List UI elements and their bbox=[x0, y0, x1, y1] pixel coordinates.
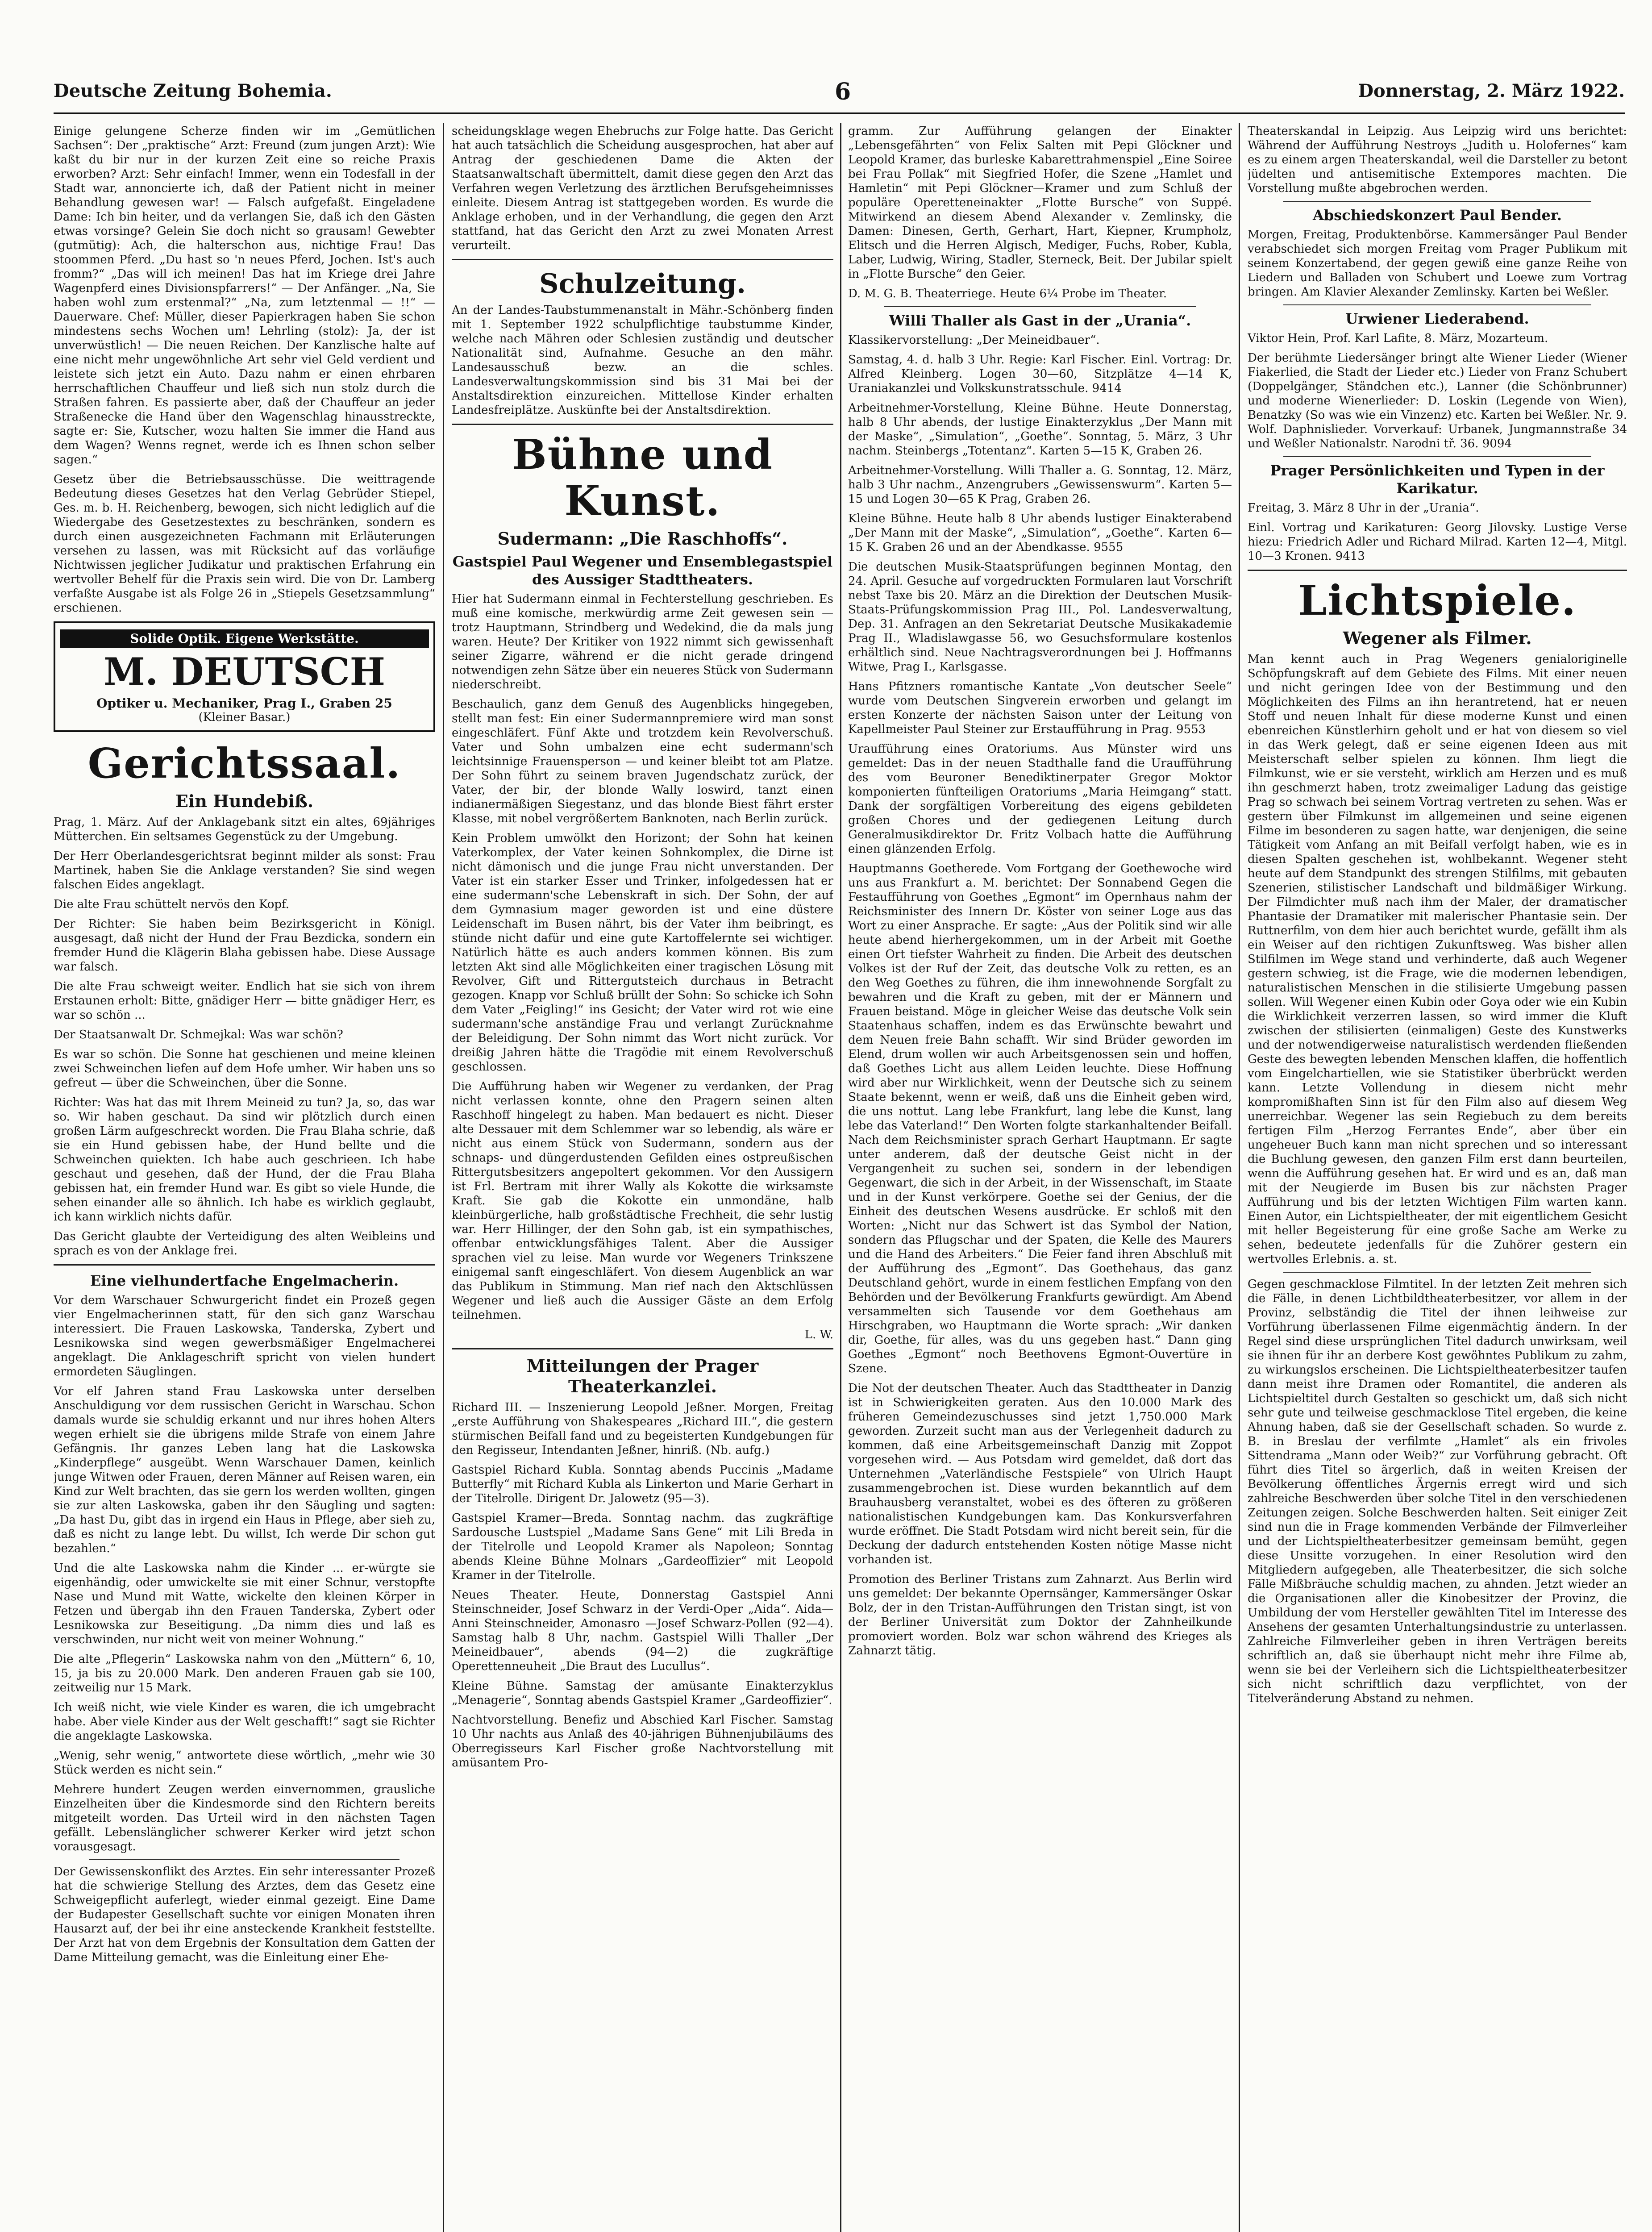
paragraph: An der Landes-Taubstummenanstalt in Mähr.-Schönberg finden mit 1. September 1922 schulpflichtige taubstumme Kinder, welche nach Mähren oder Schlesien zuständig und deutscher Nationalität sind, Aufnahme. Gesuche an den mähr. Landesausschuß bezw. an die schles. Landesverwaltungskommission sind bis 31 Mai bei der Anstaltsdirektion einzureichen. Mittellose Kinder erhalten Landesfreiplätze. Auskünfte bei der Anstaltsdirektion. bbox=[452, 304, 833, 417]
divider bbox=[452, 424, 833, 425]
divider bbox=[1283, 201, 1591, 202]
paragraph: Die alte „Pflegerin“ Laskowska nahm von den „Müttern“ 6, 10, 15, ja bis zu 20.000 Mark. Den anderen Frauen gab sie 100, zeitweilig nur 15 Mark. bbox=[54, 1653, 435, 1695]
paragraph: „Wenig, sehr wenig,“ antwortete diese wörtlich, „mehr wie 30 Stück werden es nicht sein.“ bbox=[54, 1749, 435, 1777]
paragraph: Der Staatsanwalt Dr. Schmejkal: Was war schön? bbox=[54, 1028, 343, 1041]
paragraph: Uraufführung eines Oratoriums. Aus Münster wird uns gemeldet: Das in der neuen Stadthalle fand die Uraufführung des vom Beuroner Benediktinerpater Gregor Moktor komponierten fünfteiligen Oratoriums „Maria Heimgang“ statt. Dank der sorgfältigen Vorbereitung des eigens gebildeten großen Chores und der gediegenen Leitung durch Generalmusikdirektor Dr. Fritz Volbach hatte die Aufführung einen glänzenden Erfolg. bbox=[848, 742, 1232, 856]
divider bbox=[452, 259, 833, 260]
paragraph: Vor dem Warschauer Schwurgericht findet ein Prozeß gegen vier Engelmacherinnen statt, für den sich ganz Warschau interessiert. Die Frauen Laskowska, Tanderska, Zybert und Lesnikowska sind wegen gewerbsmäßiger Engelmacherei angeklagt. Die Anklageschrift spricht von vielen hundert ermordeten Säuglingen. bbox=[54, 1294, 435, 1378]
paragraph: Hauptmanns Goetherede. Vom Fortgang der Goethewoche wird uns aus Frankfurt a. M. berichtet: Der Sonnabend Gegen die Festaufführung von Goethes „Egmont“ im Opernhaus nahm der Reichsminister des Innern Dr. Köster von seiner Loge aus das Wort zu einer Ansprache. Er sagte: „Aus der Politik sind wir alle heute abend hierhergekommen, um in der Arbeit mit Goethe einen Ort tiefster Wahrheit zu finden. Die Arbeit des deutschen Volkes ist der Ruf der Zeit, das deutsche Volk zu retten, es an den Weg Goethes zu führen, die ihm innewohnende Sorgfalt zu bewahren und die Kraft zu geben, mit der er Männern und Frauen beistand. Möge in gleicher Weise das deutsche Volk sein Staatenhaus schaffen, indem es das Erwünschte bewahrt und dem Neuen freie Bahn schafft. Wir sind Brüder geworden im Elend, drum wollen wir auch Arbeitsgenossen sein und hoffen, daß Goethes Licht aus allem Leiden leuchte. Diese Hoffnung wird aber nur Wirklichkeit, wenn der Deutsche sich zu seinem Staate bekennt, wenn er weiß, daß uns die Einheit geben wird, die uns nottut. Lang lebe Frankfurt, lang lebe die Kunst, lang lebe das Vaterland!“ Den Worten folgte starkanhaltender Beifall. Nach dem Reichsminister sprach Gerhart Hauptmann. Er sagte unter anderem, daß der deutsche Geist nicht in der Vergangenheit zu suchen sei, sondern in der lebendigen Gegenwart, die sich in der Arbeit, in der Wissenschaft, im Staate und in der Kunst verkörpere. Goethe sei der Genius, der die Einheit des deutschen Wesens ausdrücke. Er schloß mit den Worten: „Nicht nur das Schwert ist das Symbol der Nation, sondern das Pflugschar und der Spaten, die Kelle des Maurers und die Hand des Arbeiters.“ Die Feier fand ihren Abschluß mit der Aufführung des „Egmont“. Das Goethehaus, das ganz Deutschland gehört, wurde in einem festlichen Empfang von den Behörden und der Bevölkerung Frankfurts gewürdigt. Am Abend versammelten sich Tausende vor dem Goethehaus am Hirschgraben, wo Hauptmann die Worte sprach: „Wir danken dir, Goethe, für alles, was du uns gegeben hast.“ Dann ging Goethes „Egmont“ noch Beethovens Egmont-Ouvertüre in Szene. bbox=[848, 862, 1232, 1375]
masthead bbox=[54, 78, 1625, 109]
paragraph: Gegen geschmacklose Filmtitel. In der letzten Zeit mehren sich die Fälle, in denen Lichtbildtheaterbesitzer, vor allem in der Provinz, selbständig die Titel der ihnen leihweise zur Vorführung überlassenen Filme eigenmächtig ändern. In der Regel sind diese ursprünglichen Titel dadurch unwirksam, weil sie ihnen für ihr an derbere Kost gewöhntes Publikum zu zahm, zu wirkungslos erscheinen. Die Lichtspieltheaterbesitzer taufen dann meist ihre Dramen oder Romantitel, die anderen als Lichtspieltitel durch Gestalten so geschickt um, daß sich nicht sehr gute und teilweise geschmacklose Titel ergeben, die keine Ahnung haben, daß sie der Gesellschaft schaden. So wurde z. B. in Breslau der verfilmte „Hamlet“ als ein frivoles Sittendrama „Mann oder Weib?“ zur Vorführung gebracht. Oft führt dies Titel so ärgerlich, daß in weiten Kreisen der Bevölkerung öffentliches Ärgernis erregt wird und sich zahlreiche Beschwerden über solche Titel in den verschiedenen Zeitungen zeigen. Solche Beschwerden halten. Seit einiger Zeit sind nun die in Frage kommenden Verbände der Filmverleiher und der Lichtspieltheaterbesitzer gemeinsam bemüht, gegen diese Unsitte vorzugehen. In einer Resolution wird den Mitgliedern aufgegeben, alle Theaterbesitzer, die sich solche Fälle Mißbräuche schuldig machen, zu ahnden. Jetzt wieder an die Organisationen aller die Kinobesitzer der Provinz, die Umbildung der vom Hersteller gewählten Titel im Interesse des Ansehens der gesamten Unterhaltungsindustrie zu unterlassen. Zahlreiche Filmverleiher geben in ihren Verträgen bereits schriftlich an, daß sie überhaupt nicht mehr ihre Filme ab, wenn sie bei der Verleihern sich die Lichtspieltheaterbesitzer sich nicht schriftlich dazu verpflichtet, von der Titelveränderung Abstand zu nehmen. bbox=[1248, 1278, 1627, 1705]
divider bbox=[1283, 456, 1591, 457]
column-4 bbox=[1248, 124, 1627, 2232]
ad-name: M. DEUTSCH bbox=[104, 650, 385, 694]
paragraph: Und die alte Laskowska nahm die Kinder ... er-würgte sie eigenhändig, oder umwickelte sie mit einer Schnur, verstopfte Nase und Mund mit Watte, wickelte den kleinen Körper in Fetzen und übergab ihn den Frauen Tanderska, Zybert oder Lesnikowska zur Beseitigung. „Da nimm dies und laß es verschwinden, nur nicht weit von meiner Wohnung.“ bbox=[54, 1562, 435, 1646]
section-heading-schulzeitung: Schulzeitung. bbox=[539, 268, 746, 300]
newspaper-title: Deutsche Zeitung Bohemia. bbox=[54, 80, 332, 101]
ad-address: Optiker u. Mechaniker, Prag I., Graben 25 bbox=[96, 696, 392, 711]
ad-tagline: Solide Optik. Eigene Werkstätte. bbox=[60, 629, 429, 648]
paragraph: Kleine Bühne. Heute halb 8 Uhr abends lustiger Einakterabend „Der Mann mit der Maske“, „Simulation“, „Goethe“. Karten 6—15 K. Graben 26 und an der Abendkasse. 9555 bbox=[848, 512, 1232, 554]
column-1 bbox=[54, 124, 435, 2232]
page-number: 6 bbox=[835, 78, 851, 105]
article-heading-bender: Abschiedskonzert Paul Bender. bbox=[1313, 207, 1562, 224]
divider bbox=[452, 1348, 833, 1349]
paragraph: Vor elf Jahren stand Frau Laskowska unter derselben Anschuldigung vor dem russischen Gericht in Warschau. Schon damals wurde sie schuldig erkannt und nur ihres hohen Alters wegen erhielt sie die übrigens milde Strafe von einem Jahre Gefängnis. Ihr ganzes Leben lang hat die Laskowska „Kinderpflege“ ausgeübt. Wenn Warschauer Damen, keinlich junge Witwen oder Frauen, deren Männer auf Reisen waren, ein Kind zur Welt brachten, das sie gern los werden wollten, gingen sie zur alten Laskowska, gaben ihr den Säugling und sagten: „Da hast Du, gibt das in irgend ein Haus in Pflege, aber sieh zu, daß es nicht zu lange lebt. Du willst, Ich werde Dir schon gut bezahlen.“ bbox=[54, 1385, 435, 1555]
paragraph: Hans Pfitzners romantische Kantate „Von deutscher Seele“ wurde vom Deutschen Singverein erworben und gelangt im ersten Konzerte der nächsten Saison unter der Leitung von Kapellmeister Paul Steiner zur Erstaufführung in Prag. 9553 bbox=[848, 680, 1232, 736]
masthead-rule bbox=[54, 112, 1625, 114]
article-heading-prager-typen: Prager Persönlichkeiten und Typen in der Karikatur. bbox=[1270, 462, 1605, 497]
paragraph: Es war so schön. Die Sonne hat geschienen und meine kleinen zwei Schweinchen liefen auf dem Hofe umher. Wir haben uns so gefreut — über die Schweinchen, über die Sonne. bbox=[54, 1048, 435, 1090]
issue-date: Donnerstag, 2. März 1922. bbox=[1358, 80, 1625, 101]
column-3 bbox=[848, 124, 1232, 2232]
column-divider bbox=[1239, 123, 1240, 2232]
article-heading-engelmacherin: Eine vielhundertfache Engelmacherin. bbox=[90, 1272, 399, 1289]
section-heading-lichtspiele: Lichtspiele. bbox=[1298, 576, 1577, 625]
divider bbox=[884, 306, 1196, 307]
article-heading-hundebiss: Ein Hundebiß. bbox=[175, 791, 314, 811]
paragraph: Promotion des Berliner Tristans zum Zahnarzt. Aus Berlin wird uns gemeldet: Der bekannte Opernsänger, Kammersänger Oskar Bolz, der in den Tristan-Aufführungen den Tristan singt, ist von der Berliner Universität zum Doktor der Zahnheilkunde promoviert worden. Bolz war schon während des Krieges als Zahnarzt tätig. bbox=[848, 1573, 1232, 1657]
paragraph: Richard III. — Inszenierung Leopold Jeßner. Morgen, Freitag „erste Aufführung von Shakespeares „Richard III.“, die gestern stürmischen Beifall fand und zu begeisterten Kundgebungen für den Regisseur, Intendanten Jeßner, hinriß. (Nb. aufg.) bbox=[452, 1401, 833, 1457]
ad-sub: (Kleiner Basar.) bbox=[198, 711, 291, 724]
paragraph: Nachtvorstellung. Benefiz und Abschied Karl Fischer. Samstag 10 Uhr nachts aus Anlaß des 40-jährigen Bühnenjubiläums des Oberregisseurs Karl Fischer große Nachtvorstellung mit amüsantem Pro- bbox=[452, 1713, 833, 1770]
paragraph: Der Richter: Sie haben beim Bezirksgericht in Königl. ausgesagt, daß nicht der Hund der Frau Bezdicka, sondern ein fremder Hund die Klägerin Blaha gebissen habe. Diese Aussage war falsch. bbox=[54, 917, 435, 974]
section-heading-gerichtssaal: Gerichtssaal. bbox=[87, 739, 401, 787]
section-heading-mitteilungen: Mitteilungen der Prager Theaterkanzlei. bbox=[526, 1356, 759, 1396]
paragraph: Der berühmte Liedersänger bringt alte Wiener Lieder (Wiener Fiakerlied, die Stadt der Lieder etc.) Lieder von Franz Schubert (Doppelgänger, Ständchen etc.), Lanner (die Schönbrunner) und moderne Wienerlieder: D. Loskin (Legende von Wien), Benatzky (So was wie ein Vinzenz) etc. Karten bei Weßler. Nr. 9. Wolf. Daphnislieder. Vorverkauf: Urbanek, Jungmannstraße 34 und Weßler Nationalstr. Narodni tř. 36. 9094 bbox=[1248, 351, 1627, 450]
paragraph: gramm. Zur Aufführung gelangen der Einakter „Lebensgefährten“ von Felix Salten mit Pepi Glöckner und Leopold Kramer, das burleske Kabarettrahmenspiel „Eine Soiree bei Frau Pollak“ mit Siegfried Hofer, die Szene „Hamlet und Hamletin“ mit Pepi Glöckner—Kramer und zum Schluß der populäre Operetteneinakter „Flotte Bursche“ von Suppé. Mitwirkend an diesem Abend Alexander v. Zemlinsky, die Damen: Dinesen, Gerth, Gerhart, Hart, Kiepner, Krumpholz, Elitsch und die Herren Algisch, Mediger, Fuchs, Rober, Kubla, Laber, Ludwig, Wiring, Stadler, Sterneck, Beit. Der Jubilar spielt in „Flotte Bursche“ den Geier. bbox=[848, 125, 1232, 281]
signature: L. W. bbox=[804, 1328, 833, 1341]
paragraph: Die alte Frau schweigt weiter. Endlich hat sie sich von ihrem Erstaunen erholt: Bitte, gnädiger Herr — bitte gnädiger Herr, es war so schön ... bbox=[54, 980, 435, 1022]
column-divider bbox=[443, 123, 444, 2232]
paragraph: Man kennt auch in Prag Wegeners genialoriginelle Schöpfungskraft auf dem Gebiete des Films. Mit einer neuen und nicht geringen Idee von der Bestimmung und den Möglichkeiten des Films an ihn herantretend, hat er neuen Stoff und neuen Inhalt für diese moderne Kunst und einen ebenreichen Künstlerhirn geholt und er hat von diesem so viel in das Werk gelegt, daß er seine eigenen Ideen aus mit Meisterschaft selber spielen zu können. Ihm liegt die Filmkunst, wie er sie versteht, wirklich am Herzen und es muß ihn geschmerzt haben, trotz zweimaliger Ladung das geistige Prag so schwach bei seinem Vortrag vertreten zu sehen. Was er gestern über Filmkunst im allgemeinen und seine eigenen Filme im besonderen zu sagen hatte, war denjenigen, die seine Tätigkeit vom Anfang an mit Beifall verfolgt haben, wie es in diesen Spalten geschehen ist, wohlbekannt. Wegener steht heute auf dem Standpunkt des strengen Stilfilms, mit gebauten Szenerien, stilistischer Landschaft und bildmäßiger Wirkung. Der Filmdichter muß nach ihm der Maler, der dramatischer Phantasie der Dramatiker mit malerischer Phantasie sein. Der Ruttnerfilm, von dem hier auch berichtet wurde, gefällt ihm als ein Weiser auf den richtigen Zukunftsweg. Was bisher allen Stilfilmen im Wege stand und verhinderte, daß auch Wegener gestern schwieg, ist die Frage, wie die modernen lebendigen, naturalistischen Menschen in die stilisierte Umgebung passen sollen. Will Wegener einen Kubin oder Goya oder wie ein Kubin die Wirklichkeit verzerren lassen, so wird immer die Kluft zwischen der stilisierten (einmaligen) Geste des Kunstwerks und der notwendigerweise naturalistisch werdenden fließenden Geste des bewegten lebenden Menschen klaffen, die hoffentlich vom Eingelchartiellen, wie sie Statistiker überbrückt werden kann. Letzte Vollendung in diesem nicht mehr kompromißhaften Sinn ist für den Film also auf diesem Weg unerreichbar. Wegener las sein Regiebuch zu dem bereits fertigen Film „Herzog Ferrantes Ende“, aber über ein ungeheuer Buch kann man nicht sprechen und so interessant die Buchlung gewesen, den ganzen Film erst dann beurteilen, wenn die Aufführung gesehen hat. Er wird und es an, daß man mit der Neugierde im Busen bis zur nächsten Prager Aufführung und bis der letzten Wichtigen Film warten kann. Einen Autor, ein Lichtspieltheater, der mit eigentlichem Gesicht mit heller Begeisterung für eine große Sache am Werke zu sehen, bedeutete jedenfalls für die Zuhörer gestern ein wertvolles Erlebnis. a. st. bbox=[1248, 653, 1627, 1266]
column-divider bbox=[840, 123, 841, 2232]
paragraph: Morgen, Freitag, Produktenbörse. Kammersänger Paul Bender verabschiedet sich morgen Freitag vom Prager Publikum mit seinem Konzertabend, der gegen gewiß eine ganze Reihe von Liedern und Balladen von Schubert und Loewe zum Vortrag bringen. Am Klavier Alexander Zemlinsky. Karten bei Weßler. bbox=[1248, 228, 1627, 299]
paragraph: Kein Problem umwölkt den Horizont; der Sohn hat keinen Vaterkomplex, der Vater keinen Sohnkomplex, die Dirne ist nicht dämonisch und die junge Frau nicht unverstanden. Der Vater ist ein starker Esser und Trinker, infolgedessen hat er eine sudermann'sche Lebenskraft in sich. Der Sohn, der auf dem Gymnasium mager geworden ist und eine düstere Leidenschaft im Busen nährt, bis der Vater ihm beibringt, es stünde nicht dafür und eine gute Kartoffelernte sei wichtiger. Natürlich hätte es auch anders kommen können. Bis zum letzten Akt sind alle Möglichkeiten einer tragischen Lösung mit Revolver, Gift und Rittergutsteich durchaus in Betracht gezogen. Knapp vor Schluß brüllt der Sohn: So schicke ich Sohn dem Vater „Feigling!“ ins Gesicht; der Vater wird rot wie eine sudermann'sche anständige Frau und verlangt Zurücknahme der Beleidigung. Der Sohn nimmt das Wort nicht zurück. Vor dreißig Jahren hätte die Tragödie mit einem Revolverschuß geschlossen. bbox=[452, 832, 833, 1074]
paragraph: Neues Theater. Heute, Donnerstag Gastspiel Anni Steinschneider, Josef Schwarz in der Verdi-Oper „Aida“. Aida—Anni Steinschneider, Amonasro —Josef Schwarz-Pollen (92—4). Samstag halb 8 Uhr, nachm. Gastspiel Willi Thaller „Der Meineidbauer“, abends (94—2) die zugkräftige Operettenneuheit „Die Braut des Lucullus“. bbox=[452, 1588, 833, 1673]
divider bbox=[1283, 304, 1591, 305]
paragraph: Die Aufführung haben wir Wegener zu verdanken, der Prag nicht verlassen konnte, ohne den Pragern seinen alten Raschhoff hingelegt zu haben. Man bedauert es nicht. Dieser alte Dessauer mit dem Schlemmer war so lebendig, als wäre er nicht aus einem Stück von Sudermann, sondern aus der schnaps- und düngerdustenden Gefilden eines ostpreußischen Rittergutsbesitzers angepoltert gekommen. Vor den Aussigern ist Frl. Bertram mit ihrer Wally als Kokotte die wirksamste Kraft. Sie gab die Kokotte ein unmondäne, halb kleinbürgerliche, halb großstädtische Frechheit, die sehr lustig war. Herr Hillinger, der den Sohn gab, ist ein sympathisches, offenbar entwicklungsfähiges Talent. Aber die Aussiger sprachen viel zu leise. Man wurde vor Wegeners Trinkszene einigemal sanft eingeschläfert. Von diesem Augenblick an war das Publikum in Stimmung. Man rief nach den Aktschlüssen Wegener und ließ auch die Aussiger Gäste an dem Erfolg teilnehmen. bbox=[452, 1080, 833, 1322]
divider bbox=[54, 1264, 435, 1266]
section-heading-buehne-und-kunst: Bühne und Kunst. bbox=[512, 430, 774, 525]
paragraph: scheidungsklage wegen Ehebruchs zur Folge hatte. Das Gericht hat auch tatsächlich die Scheidung ausgesprochen, hat aber auf Antrag der geschiedenen Dame die Akten der Staatsanwaltschaft übermittelt, damit diese gegen den Arzt das Verfahren wegen Verletzung des ärztlichen Berufsgeheimnisses einleite. Diesem Antrag ist stattgegeben worden. Es wurde die Anklage erhoben, und in der Verhandlung, die gegen den Arzt stattfand, hat das Gericht den Arzt zu zwei Monaten Arrest verurteilt. bbox=[452, 125, 833, 252]
optician-advertisement bbox=[54, 621, 435, 732]
paragraph: Mehrere hundert Zeugen werden einvernommen, grausliche Einzelheiten über die Kindesmorde sind den Richtern bereits mitgeteilt worden. Das Urteil wird in den nächsten Tagen gefällt. Lebenslänglicher schwerer Kerker wird jetzt schon vorausgesagt. bbox=[54, 1783, 435, 1853]
paragraph: Arbeitnehmer-Vorstellung, Kleine Bühne. Heute Donnerstag, halb 8 Uhr abends, der lustige Einakterzyklus „Der Mann mit der Maske“, „Simulation“, „Goethe“. Sonntag, 5. März, 3 Uhr nachm. Steinbergs „Totentanz“. Karten 5—15 K, Graben 26. bbox=[848, 401, 1232, 458]
paragraph: Der Herr Oberlandesgerichtsrat beginnt milder als sonst: Frau Martinek, haben Sie die Anklage verstanden? Sie sind wegen falschen Eides angeklagt. bbox=[54, 849, 435, 891]
paragraph: Hier hat Sudermann einmal in Fechterstellung geschrieben. Es muß eine komische, merkwürdig arme Zeit gewesen sein — trotz Hauptmann, Strindberg und Wedekind, die da mals jung waren. Heute? Der Kritiker von 1922 nimmt sich gewissenhaft seiner Zigarre, während er die nicht gerade dringend notwendigen zehn Sätze über ein neueres Stück von Sudermann niederschreibt. bbox=[452, 592, 833, 691]
paragraph: Ich weiß nicht, wie viele Kinder es waren, die ich umgebracht habe. Aber viele Kinder aus der Welt geschafft!“ sagt sie Richter die angeklagte Laskowska. bbox=[54, 1701, 435, 1743]
paragraph: Arbeitnehmer-Vorstellung. Willi Thaller a. G. Sonntag, 12. März, halb 3 Uhr nachm., Anzengrubers „Gewissenswurm“. Karten 5—15 und Logen 30—65 K Prag, Graben 26. bbox=[848, 464, 1232, 506]
paragraph: Gastspiel Kramer—Breda. Sonntag nachm. das zugkräftige Sardousche Lustspiel „Madame Sans Gene“ mit Lili Breda in der Titelrolle und Leopold Kramer als Napoleon; Sonntag abends Kleine Bühne Molnars „Gardeoffizier“ mit Leopold Kramer in der Titelrolle. bbox=[452, 1512, 833, 1582]
article-heading-sudermann: Sudermann: „Die Raschhoffs“. bbox=[497, 529, 788, 549]
paragraph: Prag, 1. März. Auf der Anklagebank sitzt ein altes, 69jähriges Mütterchen. Ein seltsames Gegenstück zu der Umgebung. bbox=[54, 816, 435, 843]
article-subheading-gastspiel: Gastspiel Paul Wegener und Ensemblegastspiel des Aussiger Stadttheaters. bbox=[452, 553, 833, 588]
paragraph: Beschaulich, ganz dem Genuß des Augenblicks hingegeben, stellt man fest: Ein einer Sudermannpremiere wird man sonst eingeschläfert. Fünf Akte und trotzdem kein Revolverschuß. Vater und Sohn umbalzen eine echt sudermann'sch leichtsinnige Frauensperson — und keiner bleibt tot am Platze. Der Sohn führt zu seinem braven Jugendschatz zurück, der Vater, der bir, der blonde Wally loswird, tanzt einen indianermäßigen Siegestanz, und das blonde Biest fährt erster Klasse, mit nobel vergrößertem Banknoten, nach Berlin zurück. bbox=[452, 698, 833, 825]
paragraph-betriebsausschuesse: Gesetz über die Betriebsausschüsse. Die weittragende Bedeutung dieses Gesetzes hat den Verlag Gebrüder Stiepel, Ges. m. b. H. Reichenberg, bewogen, sich nicht lediglich auf die Wiedergabe des Gesetzestextes zu beschränken, sondern es durch einen ausgezeichneten Fachmann mit Erläuterungen versehen zu lassen, was mit Rücksicht auf das vorläufige Nichtwissen jeglicher Judikatur und praktischen Erfahrung ein wertvoller Behelf für die Praxis sein wird. Die von Dr. Lamberg verfaßte Ausgabe ist als Folge 26 in „Stiepels Gesetzsammlung“ erschienen. bbox=[54, 473, 435, 615]
paragraph: Die Not der deutschen Theater. Auch das Stadttheater in Danzig ist in Schwierigkeiten geraten. Aus den 10.000 Mark des früheren Gemeindezuschusses sind jetzt 1,750.000 Mark geworden. Zurzeit sucht man aus der Verlegenheit dadurch zu kommen, daß eine Arbeitsgemeinschaft Danzig mit Zoppot vorgesehen wird. — Aus Potsdam wird gemeldet, daß dort das Unternehmen „Vaterländische Festspiele“ von Ulrich Haupt zusammengebrochen ist. Diese wurden bekanntlich auf dem Brauhausberg veranstaltet, wobei es des öfteren zu größeren nationalistischen Kundgebungen kam. Das Konkursverfahren wurde eröffnet. Die Stadt Potsdam wird nicht bereit sein, für die Deckung der dadurch entstehenden Kosten nötige Masse nicht vorhanden ist. bbox=[848, 1382, 1232, 1566]
paragraph: Viktor Hein, Prof. Karl Lafite, 8. März, Mozarteum. bbox=[1248, 332, 1548, 345]
paragraph: Das Gericht glaubte der Verteidigung des alten Weibleins und sprach es von der Anklage frei. bbox=[54, 1230, 435, 1258]
divider bbox=[89, 1859, 399, 1860]
paragraph: Die deutschen Musik-Staatsprüfungen beginnen Montag, den 24. April. Gesuche auf vorgedruckten Formularen laut Vorschrift nebst Taxe bis 20. März an die Direktion der Deutschen Musik-Staats-Prüfungskommission Prag III., Pol. Landesverwaltung, Dep. 31. Anfragen an den Sekretariat Deutsche Musikakademie Prag II., Wladislawgasse 56, wo Gesuchsformulare kostenlos erhältlich sind. Neue Nachtragsverordnungen bei J. Hoffmanns Witwe, Prag I., Karlsgasse. bbox=[848, 560, 1232, 674]
paragraph: Kleine Bühne. Samstag der amüsante Einakterzyklus „Menagerie“, Sonntag abends Gastspiel Kramer „Gardeoffizier“. bbox=[452, 1679, 833, 1707]
paragraph: Klassikervorstellung: „Der Meineidbauer“. bbox=[848, 333, 1100, 347]
divider bbox=[1283, 1272, 1591, 1273]
article-heading-wegener: Wegener als Filmer. bbox=[1343, 628, 1532, 648]
paragraph: Samstag, 4. d. halb 3 Uhr. Regie: Karl Fischer. Einl. Vortrag: Dr. Alfred Kleinberg. Logen 30—60, Sitzplätze 4—14 K, Uraniakanzlei und Volkskunstratsschule. 9414 bbox=[848, 353, 1232, 395]
paragraph: Freitag, 3. März 8 Uhr in der „Urania“. bbox=[1248, 501, 1479, 515]
paragraph-gewissenskonflikt: Der Gewissenskonflikt des Arztes. Ein sehr interessanter Prozeß hat die schwierige Stellung des Arztes, dem das Gesetz eine Schweigepflicht auferlegt, wieder einmal gezeigt. Eine Dame der Budapester Gesellschaft suchte vor einigen Monaten ihren Hausarzt auf, der bei ihr eine ansteckende Krankheit feststellte. Der Arzt hat von dem Ergebnis der Konsultation dem Gatten der Dame Mitteilung gemacht, was die Einleitung einer Ehe- bbox=[54, 1865, 435, 1964]
paragraph: Gastspiel Richard Kubla. Sonntag abends Puccinis „Madame Butterfly“ mit Richard Kubla als Linkerton und Marie Gerhart in der Titelrolle. Dirigent Dr. Jalowetz (95—3). bbox=[452, 1463, 833, 1505]
paragraph: Richter: Was hat das mit Ihrem Meineid zu tun? Ja, so, das war so. Wir haben geschaut. Da sind wir plötzlich durch einen großen Lärm aufgeschreckt worden. Die Frau Blaha schrie, daß sie ein Hund gebissen habe, der Hund bellte und die Schweinchen quiekten. Ich habe auch geschrieen. Ich habe geschaut und gesehen, daß der Hund, der die Frau Blaha gebissen hat, ein fremder Hund war. Es gibt so viele Hunde, die sehen einander alle so ähnlich. Ich habe es wirklich geglaubt, ich kann wirklich nichts dafür. bbox=[54, 1096, 435, 1224]
article-heading-thaller: Willi Thaller als Gast in der „Urania“. bbox=[889, 312, 1191, 329]
paragraph: Theaterskandal in Leipzig. Aus Leipzig wird uns berichtet: Während der Aufführung Nestroys „Judith u. Holofernes“ kam es zu einem argen Theaterskandal, weil die Darsteller zu betont jüdelten und antisemitische Extempores machten. Die Vorstellung mußte abgebrochen werden. bbox=[1248, 125, 1627, 195]
paragraph: Die alte Frau schüttelt nervös den Kopf. bbox=[54, 898, 289, 911]
divider bbox=[1248, 570, 1627, 571]
paragraph: Einl. Vortrag und Karikaturen: Georg Jilovsky. Lustige Verse hiezu: Friedrich Adler und Richard Milrad. Karten 12—4, Mitgl. 10—3 Kronen. 9413 bbox=[1248, 521, 1627, 563]
article-heading-urwiener: Urwiener Liederabend. bbox=[1345, 310, 1529, 327]
column-2 bbox=[452, 124, 833, 2232]
paragraph: D. M. G. B. Theaterriege. Heute 6¼ Probe im Theater. bbox=[848, 287, 1167, 300]
paragraph-jokes: Einige gelungene Scherze finden wir im „Gemütlichen Sachsen“: Der „praktische“ Arzt: Freund (zum jungen Arzt): Wie kaßt du bir nur in der kurzen Zeit eine so reiche Praxis erworben? Arzt: Sehr einfach! Immer, wenn ein Todesfall in der Stadt war, annoncierte ich, daß der Patient nicht in meiner Behandlung gewesen war! — Falsch aufgefaßt. Eingeladene Dame: Ich bin heiter, und da verlangen Sie, daß ich den Gästen etwas vorsinge? Gelein Sie doch nicht so grausam! Gewebter (gutmütig): Ach, die halterschon aus, nichtige Frau! Das stoommen Pferd. „Du hast so 'n neues Pferd, Jochen. Ist's auch fromm?“ „Das will ich meinen! Das hat im Kriege drei Jahre Wagenpferd eines Divisionspfarrers!“ — Der Anfänger. „Na, Sie haben wohl zum erstenmal?“ „Na, zum letztenmal — !!“ — Dauerware. Chef: Müller, dieser Papierkragen haben Sie schon mindestens sechs Wochen um! Lehrling (stolz): Ja, der ist unverwüstlich! — Die neuen Reichen. Der Kanzlische halte auf eine nicht mehr ungewöhnliche Art sehr viel Geld verdient und leistete sich jetzt ein Auto. Dazu nahm er einen ehrbaren herrschaftlichen Chauffeur und ließ sich nun stolz durch die Straßen fahren. Es passierte aber, daß der Chauffeur an jeder Straßenecke die Hand über den Wagenschlag hinausstreckte, sagte er: Sie, Kutscher, wozu halten Sie immer die Hand aus dem Wagen? Wenns regnet, werde ich es Ihnen schon selber sagen.“ bbox=[54, 125, 435, 466]
